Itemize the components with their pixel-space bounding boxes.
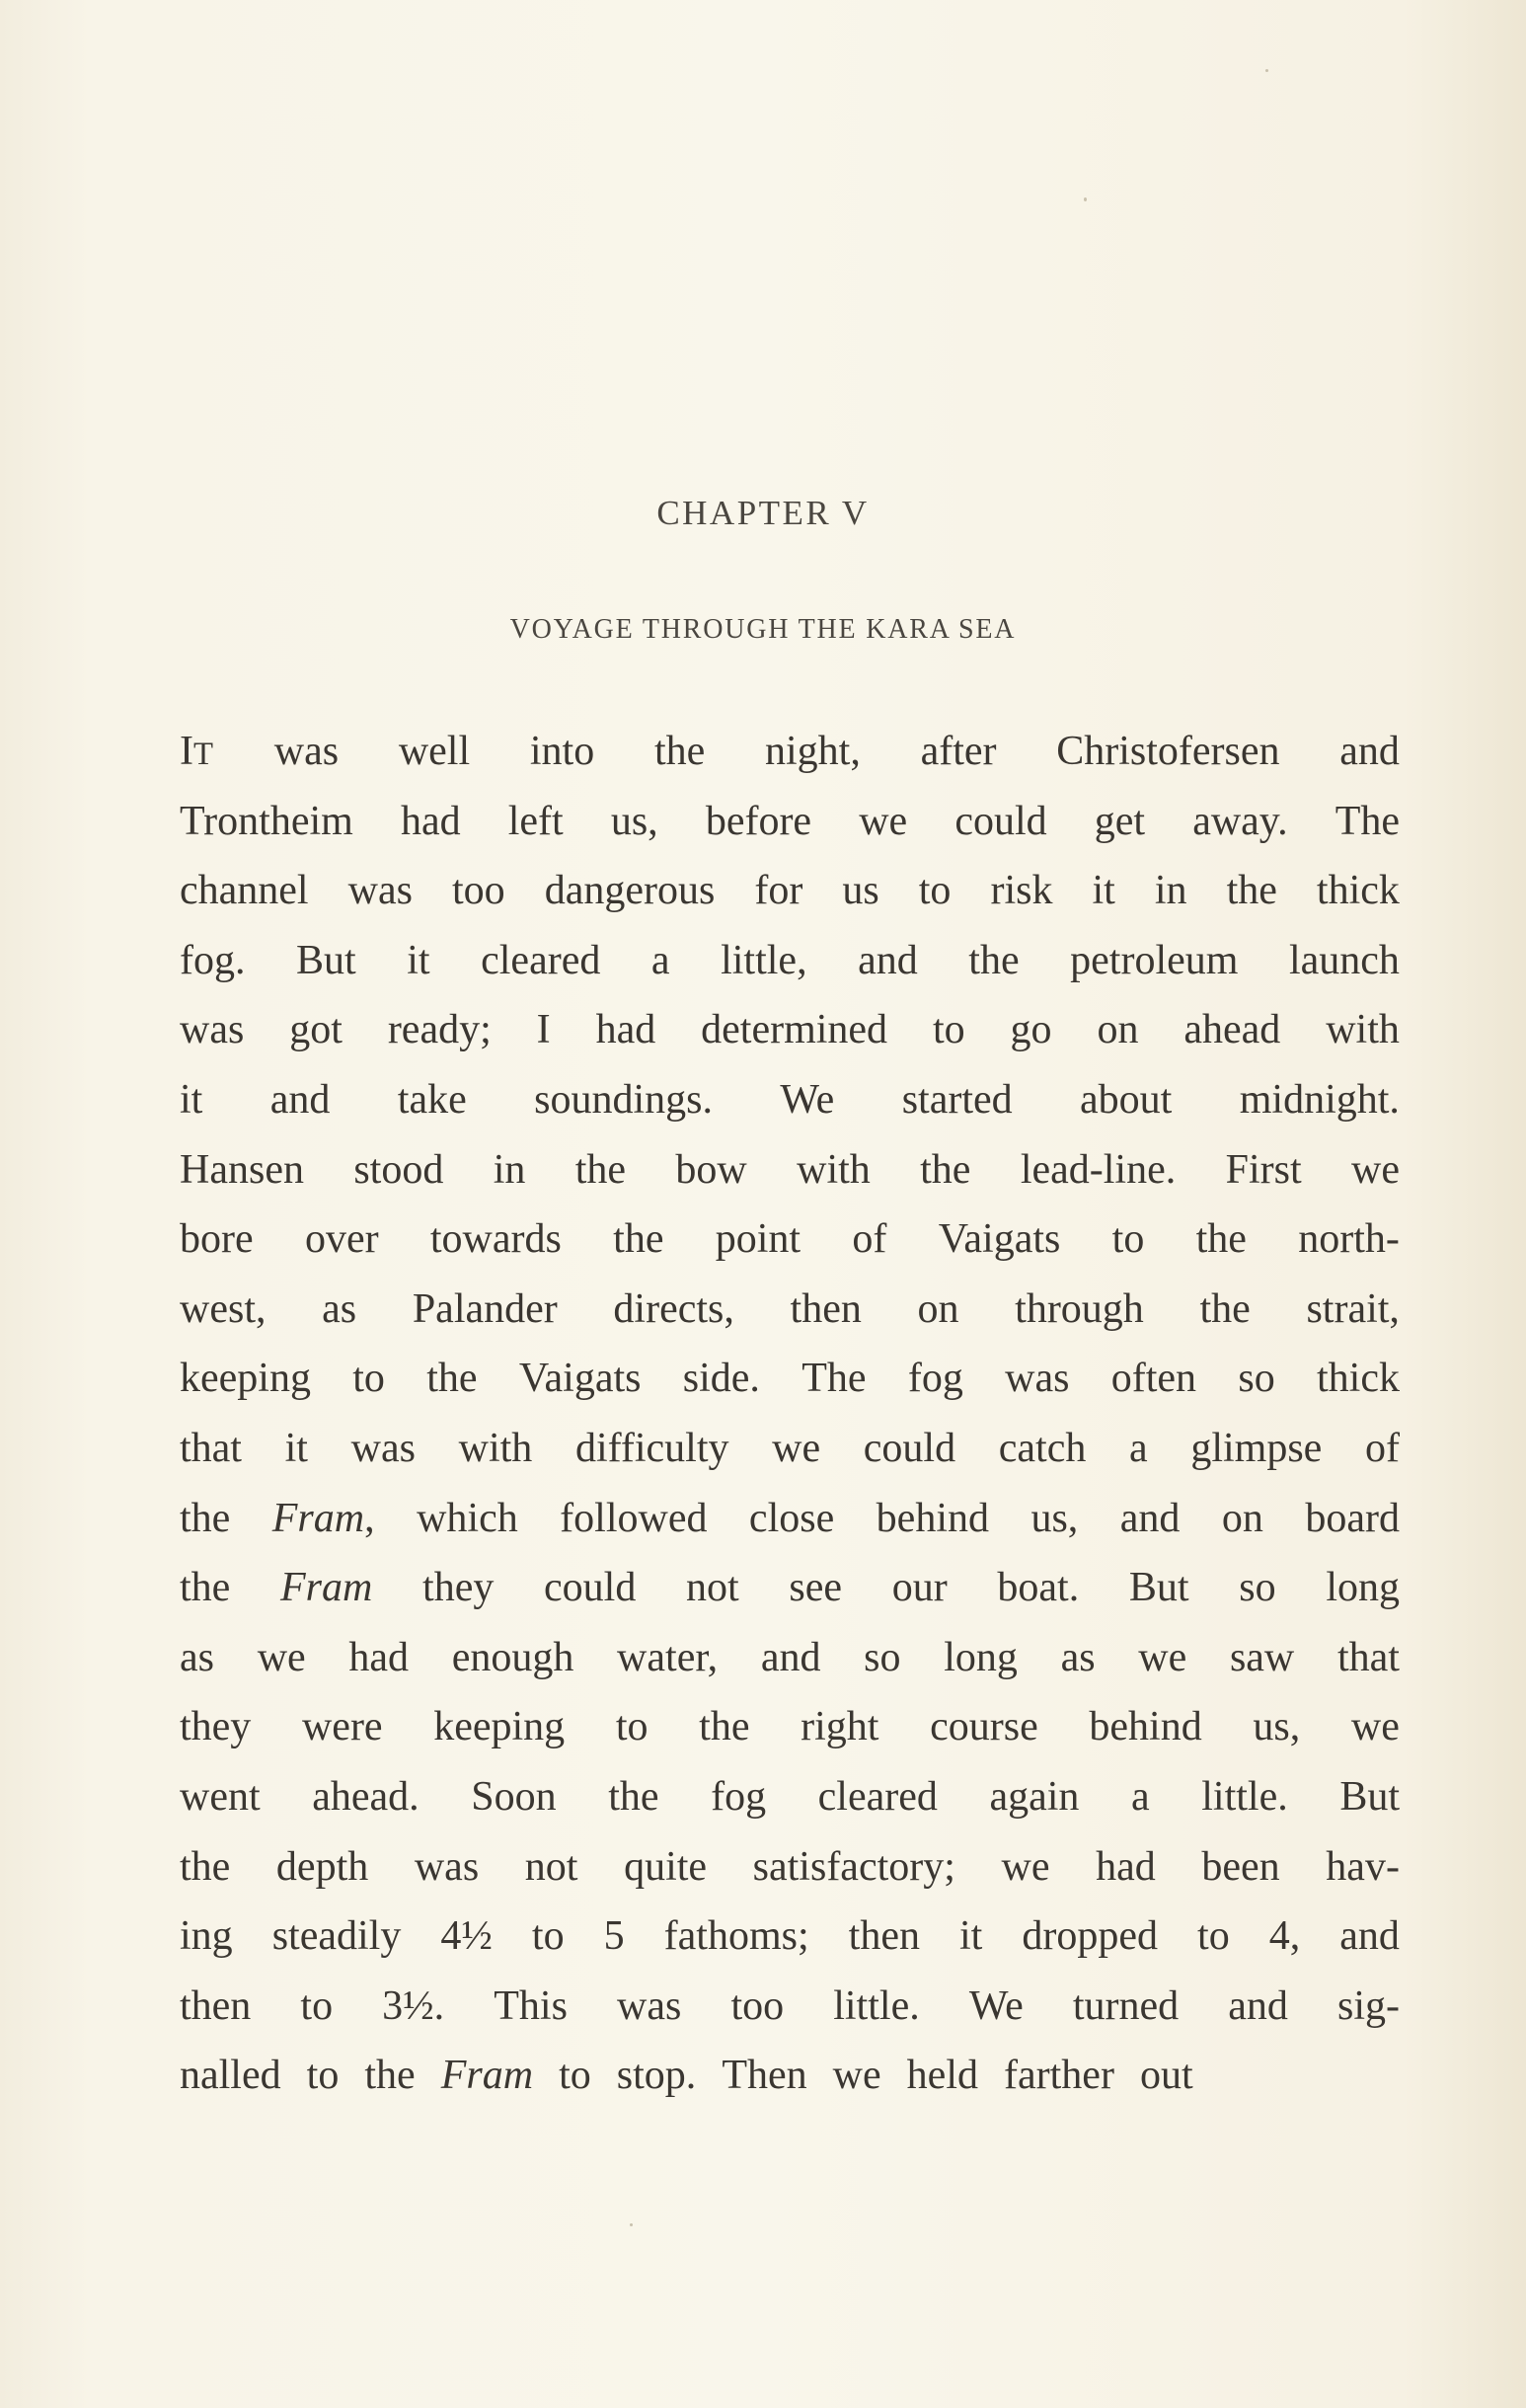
word: west,	[180, 1285, 267, 1332]
word: quite	[624, 1843, 708, 1890]
chapter-number: CHAPTER V	[656, 494, 870, 532]
word: a	[650, 937, 670, 983]
word: been	[1201, 1843, 1280, 1890]
word: But	[296, 937, 356, 983]
word: ing	[180, 1913, 233, 1960]
word: into	[529, 729, 595, 774]
word: a	[1131, 1773, 1150, 1820]
word: steadily	[271, 1913, 402, 1960]
word: to	[918, 868, 952, 914]
word: the	[653, 729, 706, 774]
word: went	[180, 1773, 261, 1820]
word: take	[397, 1076, 467, 1123]
word: through	[1015, 1285, 1144, 1332]
word: go	[1010, 1007, 1052, 1053]
word: This	[494, 1982, 568, 2029]
word: Trontheim	[180, 798, 353, 844]
text-line	[180, 995, 1400, 1065]
word: on	[1097, 1007, 1139, 1053]
word: to	[1111, 1216, 1145, 1263]
word: bore	[180, 1216, 254, 1263]
word: then	[790, 1285, 862, 1332]
word: depth	[275, 1843, 369, 1890]
word: difficulty	[574, 1425, 729, 1471]
word: was	[350, 1425, 416, 1471]
word: us,	[1253, 1704, 1301, 1750]
word: Soon	[471, 1773, 557, 1820]
word: on	[1221, 1495, 1263, 1541]
word: and	[1119, 1495, 1181, 1541]
word: not	[686, 1565, 739, 1611]
paper-speck	[1084, 197, 1087, 201]
word: too	[451, 868, 505, 914]
word: could	[954, 798, 1047, 844]
word: get	[1094, 798, 1146, 844]
word: it	[959, 1913, 983, 1960]
word: see	[789, 1565, 843, 1611]
word: and	[1339, 1913, 1400, 1960]
text-line	[180, 1553, 1400, 1623]
word: again	[989, 1773, 1080, 1820]
word: fathoms;	[663, 1913, 809, 1960]
word: was	[1005, 1356, 1070, 1402]
word: Vaigats	[518, 1356, 642, 1402]
word: and	[1228, 1982, 1288, 2029]
word: too	[730, 1982, 785, 2029]
word: sig-	[1336, 1982, 1400, 2029]
word: The	[1335, 798, 1400, 844]
text-line	[180, 856, 1400, 926]
word: often	[1110, 1356, 1197, 1402]
word: out	[1139, 2053, 1193, 2099]
word: point	[715, 1216, 801, 1263]
text-line	[180, 1484, 1400, 1554]
word: 3½.	[382, 1982, 445, 2029]
word: the	[699, 1704, 750, 1750]
word: in	[493, 1146, 526, 1193]
word: Palander	[412, 1285, 558, 1332]
word: started	[901, 1076, 1013, 1123]
word: the	[426, 1356, 478, 1402]
word: the	[613, 1216, 664, 1263]
word: directs,	[613, 1285, 734, 1332]
word: and	[760, 1634, 821, 1680]
word: 4½	[440, 1913, 493, 1960]
word: north-	[1298, 1216, 1400, 1263]
word: But	[1339, 1773, 1400, 1820]
word: that	[180, 1425, 242, 1471]
word: the	[1195, 1216, 1247, 1263]
word: us,	[610, 798, 658, 844]
word: Fram,	[271, 1495, 375, 1541]
word: it	[407, 937, 430, 983]
word: got	[289, 1007, 343, 1053]
word: and	[858, 937, 918, 983]
word: farther	[1004, 2053, 1114, 2099]
word: in	[1154, 868, 1187, 914]
word: we	[1350, 1146, 1400, 1193]
word: with	[797, 1146, 871, 1193]
word: were	[301, 1704, 383, 1750]
word: We	[968, 1982, 1024, 2029]
word: to	[352, 1356, 385, 1402]
word: the	[364, 2053, 416, 2099]
word: thick	[1316, 868, 1400, 914]
word: thick	[1317, 1356, 1400, 1402]
text-line	[180, 1344, 1400, 1414]
word: then	[180, 1982, 252, 2029]
word: followed	[560, 1495, 708, 1541]
word: had	[595, 1007, 656, 1053]
word: little.	[833, 1982, 920, 2029]
word: cleared	[481, 937, 601, 983]
word: behind	[876, 1495, 989, 1541]
word: to	[300, 1982, 334, 2029]
word: to	[615, 1704, 649, 1750]
word: with	[1326, 1007, 1400, 1053]
word: they	[180, 1704, 252, 1750]
word: water,	[617, 1634, 719, 1680]
word: catch	[998, 1425, 1087, 1471]
word: glimpse	[1190, 1425, 1323, 1471]
word: channel	[180, 868, 309, 914]
word: and	[269, 1076, 331, 1123]
word: before	[705, 798, 812, 844]
word: of	[852, 1216, 887, 1263]
chapter-title: VOYAGE THROUGH THE KARA SEA	[509, 614, 1017, 645]
word: then	[848, 1913, 920, 1960]
word: the	[180, 1565, 231, 1611]
word: stood	[353, 1146, 444, 1193]
word: of	[1364, 1425, 1400, 1471]
word: had	[400, 798, 461, 844]
word: Hansen	[180, 1146, 304, 1193]
text-line	[180, 1065, 1400, 1135]
word: right	[801, 1704, 879, 1750]
word: so	[1239, 1565, 1276, 1611]
word: IT	[180, 729, 215, 774]
word: was	[347, 868, 413, 914]
text-line	[180, 1832, 1400, 1903]
word: cleared	[817, 1773, 938, 1820]
paper-speck	[630, 2223, 633, 2226]
word: risk	[990, 868, 1053, 914]
word: little,	[721, 937, 807, 983]
word: to	[932, 1007, 965, 1053]
word: The	[801, 1356, 867, 1402]
word: Christofersen	[1056, 729, 1280, 774]
word: as	[180, 1634, 214, 1680]
word: midnight.	[1239, 1076, 1400, 1123]
word: was	[273, 729, 340, 774]
text-line	[180, 1692, 1400, 1762]
word: keeping	[180, 1356, 311, 1402]
word: ready;	[387, 1007, 492, 1053]
word: First	[1225, 1146, 1302, 1193]
word: for	[754, 868, 803, 914]
word: we	[832, 2053, 881, 2099]
word: we	[859, 798, 908, 844]
text-line	[180, 926, 1400, 996]
word: well	[398, 729, 471, 774]
word: dropped	[1022, 1913, 1159, 1960]
word: on	[917, 1285, 959, 1332]
word: keeping	[433, 1704, 566, 1750]
word: little.	[1201, 1773, 1288, 1820]
word: the	[180, 1495, 231, 1541]
text-line	[180, 1623, 1400, 1693]
word: so	[1238, 1356, 1275, 1402]
body-text	[180, 717, 1400, 2111]
text-line	[180, 1972, 1400, 2042]
word: side.	[682, 1356, 760, 1402]
text-line	[180, 1902, 1400, 1972]
word: dangerous	[544, 868, 716, 914]
word: with	[458, 1425, 533, 1471]
word: determined	[701, 1007, 888, 1053]
word: close	[748, 1495, 835, 1541]
text-line	[180, 1762, 1400, 1832]
word: 5	[603, 1913, 625, 1960]
word: that	[1336, 1634, 1400, 1680]
word: could	[863, 1425, 956, 1471]
word: our	[891, 1565, 948, 1611]
word: towards	[429, 1216, 562, 1263]
word: soundings.	[534, 1076, 713, 1123]
word: it	[1092, 868, 1115, 914]
word: lead-line.	[1020, 1146, 1177, 1193]
word: over	[304, 1216, 379, 1263]
text-line	[180, 717, 1400, 787]
word: as	[1060, 1634, 1096, 1680]
word: the	[574, 1146, 627, 1193]
word: us,	[1030, 1495, 1079, 1541]
word: was	[180, 1007, 245, 1053]
word: petroleum	[1070, 937, 1239, 983]
word: we	[1138, 1634, 1187, 1680]
word: to	[531, 1913, 565, 1960]
word: Vaigats	[938, 1216, 1061, 1263]
word: turned	[1072, 1982, 1180, 2029]
word: and	[1339, 729, 1400, 774]
word: the	[180, 1843, 231, 1890]
paper-speck	[1265, 69, 1268, 72]
word: saw	[1229, 1634, 1295, 1680]
word: Fram	[280, 1565, 373, 1611]
word: held	[906, 2053, 978, 2099]
text-line	[180, 1414, 1400, 1484]
word: long	[944, 1634, 1018, 1680]
word: we	[1350, 1704, 1400, 1750]
word: bow	[675, 1146, 747, 1193]
text-line	[180, 2041, 1400, 2111]
word: so	[864, 1634, 901, 1680]
word: Fram	[440, 2053, 534, 2099]
word: fog	[907, 1356, 963, 1402]
word: we	[257, 1634, 306, 1680]
word: We	[780, 1076, 835, 1123]
word: I	[536, 1007, 551, 1053]
text-line	[180, 787, 1400, 857]
word: as	[322, 1285, 357, 1332]
word: hav-	[1326, 1843, 1400, 1890]
word: Then	[722, 2053, 807, 2099]
word: strait,	[1306, 1285, 1400, 1332]
word: nalled	[180, 2053, 281, 2099]
word: to	[559, 2053, 591, 2099]
word: the	[968, 937, 1020, 983]
word: after	[920, 729, 997, 774]
word: left	[507, 798, 564, 844]
word: about	[1080, 1076, 1173, 1123]
word: could	[544, 1565, 637, 1611]
word: ahead	[1183, 1007, 1281, 1053]
word: But	[1128, 1565, 1189, 1611]
text-line	[180, 1135, 1400, 1205]
word: behind	[1089, 1704, 1202, 1750]
word: the	[608, 1773, 659, 1820]
word: which	[417, 1495, 518, 1541]
word: night,	[764, 729, 861, 774]
word: the	[1199, 1285, 1251, 1332]
word: away.	[1192, 798, 1288, 844]
word: boat.	[997, 1565, 1080, 1611]
word: long	[1326, 1565, 1400, 1611]
word: to	[1197, 1913, 1230, 1960]
word: was	[617, 1982, 682, 2029]
word: a	[1129, 1425, 1148, 1471]
word: had	[348, 1634, 410, 1680]
word: fog.	[180, 937, 246, 983]
word: ahead.	[312, 1773, 420, 1820]
word: satisfactory;	[752, 1843, 955, 1890]
word: fog	[711, 1773, 767, 1820]
word: stop.	[616, 2053, 697, 2099]
word: us	[842, 868, 879, 914]
word: it	[180, 1076, 203, 1123]
word: they	[422, 1565, 495, 1611]
word: to	[306, 2053, 340, 2099]
word: we	[772, 1425, 821, 1471]
word: the	[920, 1146, 971, 1193]
word: was	[414, 1843, 480, 1890]
word: had	[1096, 1843, 1156, 1890]
word: the	[1226, 868, 1277, 914]
word: not	[524, 1843, 578, 1890]
text-line	[180, 1204, 1400, 1275]
word: launch	[1288, 937, 1400, 983]
word: course	[930, 1704, 1038, 1750]
word: enough	[451, 1634, 574, 1680]
word: it	[284, 1425, 308, 1471]
word: board	[1305, 1495, 1400, 1541]
word: we	[1001, 1843, 1050, 1890]
text-line	[180, 1275, 1400, 1345]
word: 4,	[1268, 1913, 1301, 1960]
